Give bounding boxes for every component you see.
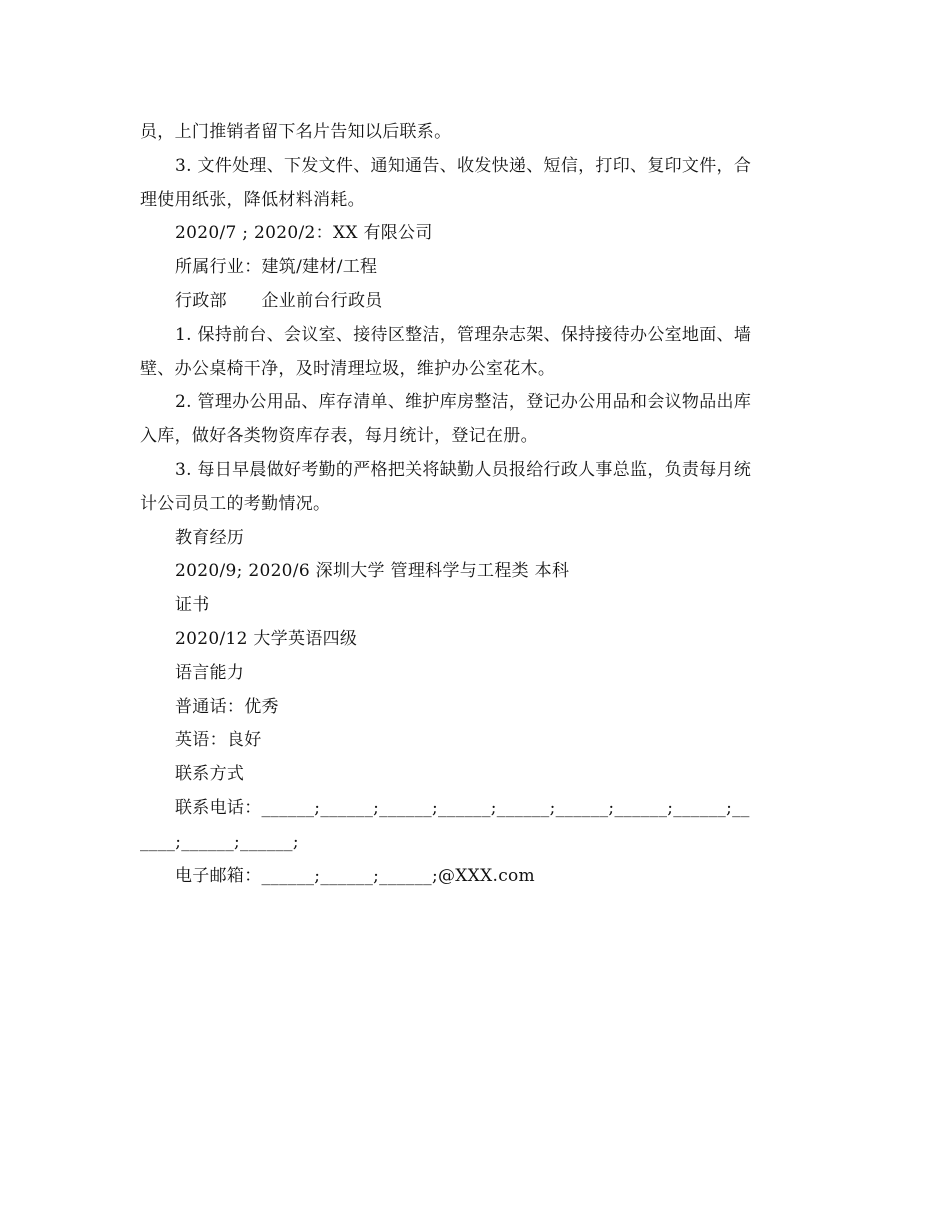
job-period-company: 2020/7 ; 2020/2：XX 有限公司 (175, 223, 433, 244)
text-line: 员，上门推销者留下名片告知以后联系。 (140, 122, 452, 142)
education-entry: 2020/9; 2020/6 深圳大学 管理科学与工程类 本科 (175, 561, 570, 582)
department-position: 行政部 企业前台行政员 (175, 290, 383, 311)
industry-line: 所属行业：建筑/建材/工程 (175, 257, 378, 278)
section-heading-contact: 联系方式 (175, 764, 245, 785)
text-line: 1. 保持前台、会议室、接待区整洁，管理杂志架、保持接待办公室地面、墙 (175, 324, 752, 345)
section-heading-education: 教育经历 (175, 527, 245, 548)
document-body (140, 116, 812, 893)
text-line: 入库，做好各类物资库存表，每月统计，登记在册。 (140, 426, 538, 447)
text-line: 壁、办公桌椅干净，及时清理垃圾，维护办公室花木。 (140, 358, 556, 379)
phone-line-continued: ____;______;______; (140, 831, 299, 852)
phone-line: 联系电话：______;______;______;______;______;______;______;______;__ (175, 797, 750, 818)
text-line: 3. 每日早晨做好考勤的严格把关将缺勤人员报给行政人事总监，负责每月统 (175, 459, 752, 480)
language-entry: 英语：良好 (175, 730, 262, 751)
email-line: 电子邮箱：______;______;______;@XXX.com (175, 865, 535, 886)
section-heading-languages: 语言能力 (175, 662, 245, 683)
language-entry: 普通话：优秀 (175, 696, 279, 717)
text-line: 3. 文件处理、下发文件、通知通告、收发快递、短信，打印、复印文件，合 (175, 155, 752, 176)
text-line: 2. 管理办公用品、库存清单、维护库房整洁，登记办公用品和会议物品出库 (175, 392, 752, 413)
text-line: 计公司员工的考勤情况。 (140, 493, 331, 514)
section-heading-certificates: 证书 (175, 595, 210, 616)
certificate-entry: 2020/12 大学英语四级 (175, 628, 358, 649)
text-line: 理使用纸张，降低材料消耗。 (140, 189, 365, 210)
